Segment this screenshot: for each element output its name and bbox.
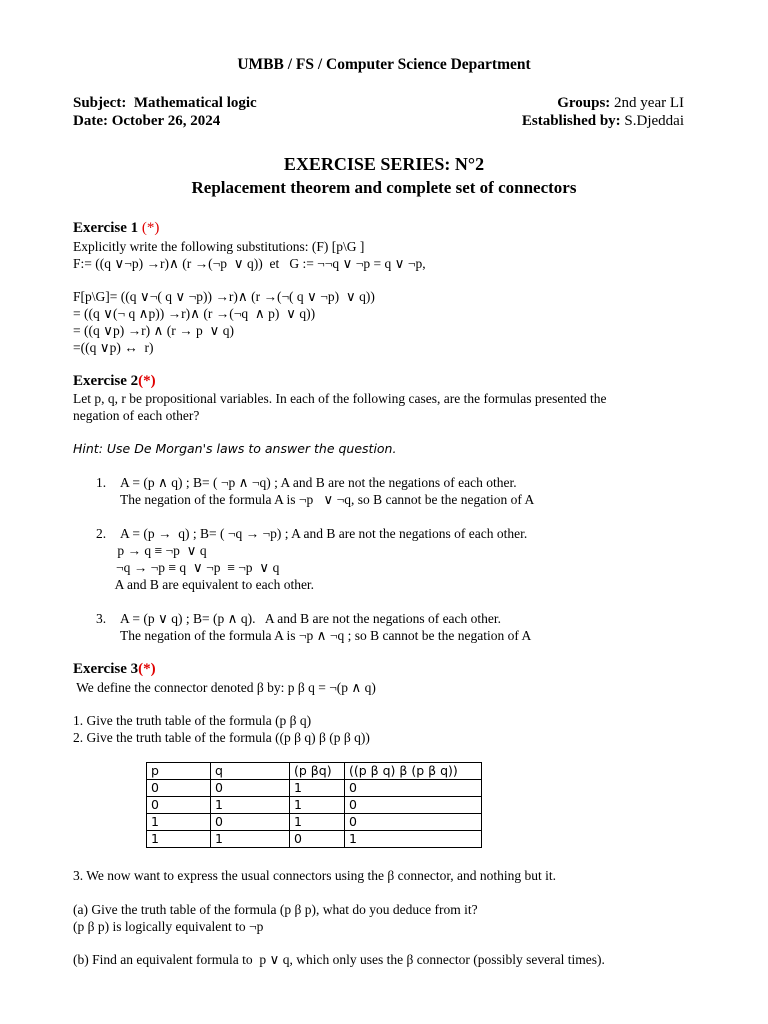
header-cell-q: q bbox=[211, 763, 290, 780]
exercise-2-intro-line-2: negation of each other? bbox=[73, 408, 200, 423]
exercise-3-intro: We define the connector denoted β by: p β q = ¬(p ∧ q) bbox=[73, 680, 376, 695]
item-2-line-4: A and B are equivalent to each other. bbox=[112, 577, 315, 592]
table-cell: 1 bbox=[211, 797, 290, 814]
subject-line bbox=[73, 95, 257, 112]
exercise-1-intro: Explicitly write the following substitutions: (F) [p\G ] bbox=[73, 239, 365, 254]
series-title: EXERCISE SERIES: N°2 bbox=[283, 154, 485, 174]
item-3-line-2: The negation of the formula A is ¬p ∧ ¬q ; so B cannot be the negation of A bbox=[120, 628, 532, 643]
exercise-2-hint: Hint: Use De Morgan's laws to answer the question. bbox=[73, 441, 397, 456]
established-label: Established by: bbox=[521, 113, 621, 129]
table-cell: 1 bbox=[290, 780, 345, 797]
series-subtitle: Replacement theorem and complete set of connectors bbox=[191, 178, 577, 197]
exercise-3-question-3: 3. We now want to express the usual connectors using the β connector, and nothing but it. bbox=[73, 868, 557, 883]
table-cell: 0 bbox=[211, 780, 290, 797]
exercise-2-star: (*) bbox=[138, 373, 156, 389]
exercise-2-intro-line-1: Let p, q, r be propositional variables. In each of the following cases, are the formulas presented the bbox=[73, 391, 607, 406]
groups-value: 2nd year LI bbox=[614, 95, 684, 111]
exercise-1-heading bbox=[73, 220, 159, 237]
table-row bbox=[147, 797, 482, 814]
item-2-line-3: ¬q → ¬p ≡ q ∨ ¬p ≡ ¬p ∨ q bbox=[116, 560, 280, 575]
table-cell: 1 bbox=[211, 831, 290, 848]
table-cell: 1 bbox=[345, 831, 482, 848]
table-cell: 1 bbox=[290, 797, 345, 814]
table-cell: 1 bbox=[147, 831, 211, 848]
table-cell: 0 bbox=[290, 831, 345, 848]
item-3-line-1: A = (p ∨ q) ; B= (p ∧ q). A and B are not the negations of each other. bbox=[120, 611, 502, 626]
exercise-1-definition: F:= ((q ∨¬p) →r)∧ (r →(¬p ∨ q)) et G := ¬¬q ∨ ¬p = q ∨ ¬p, bbox=[73, 256, 426, 271]
date-line: Date: October 26, 2024 bbox=[73, 113, 221, 129]
table-row bbox=[147, 780, 482, 797]
truth-table-header-row bbox=[147, 763, 482, 780]
header-cell-p: p bbox=[147, 763, 211, 780]
groups-label: Groups: bbox=[557, 95, 611, 111]
item-1-line-1: A = (p ∧ q) ; B= ( ¬p ∧ ¬q) ; A and B are not the negations of each other. bbox=[120, 475, 517, 490]
exercise-2-heading bbox=[73, 373, 156, 390]
subject-value: Mathematical logic bbox=[133, 95, 257, 111]
item-2-line-2: p → q ≡ ¬p ∨ q bbox=[114, 543, 207, 558]
exercise-1-title: Exercise 1 bbox=[73, 220, 139, 236]
exercise-3-answer-a: (p β p) is logically equivalent to ¬p bbox=[73, 919, 264, 934]
exercise-3-question-b: (b) Find an equivalent formula to p ∨ q, which only uses the β connector (possibly several times). bbox=[73, 952, 605, 967]
header-cell-compound: ((p β q) β (p β q)) bbox=[345, 763, 482, 780]
item-2-number: 2. bbox=[96, 526, 107, 541]
exercise-1-step-2: = ((q ∨(¬ q ∧p)) →r)∧ (r →(¬q ∧ p) ∨ q)) bbox=[73, 306, 316, 321]
table-cell: 0 bbox=[345, 780, 482, 797]
table-row bbox=[147, 831, 482, 848]
item-1-number: 1. bbox=[96, 475, 107, 490]
table-cell: 1 bbox=[147, 814, 211, 831]
item-3-number: 3. bbox=[96, 611, 107, 626]
exercise-1-step-1: F[p\G]= ((q ∨¬( q ∨ ¬p)) →r)∧ (r →(¬( q ∨ ¬p) ∨ q)) bbox=[73, 289, 375, 304]
exercise-2-title: Exercise 2 bbox=[73, 373, 139, 389]
table-row bbox=[147, 814, 482, 831]
exercise-3-question-1: 1. Give the truth table of the formula (p β q) bbox=[73, 713, 312, 728]
header-cell-p-beta-q: (p βq) bbox=[290, 763, 345, 780]
exercise-3-question-a: (a) Give the truth table of the formula (p β p), what do you deduce from it? bbox=[73, 902, 478, 917]
exercise-1-step-4: =((q ∨p) ↔ r) bbox=[73, 340, 154, 355]
table-cell: 0 bbox=[345, 797, 482, 814]
exercise-3-title: Exercise 3 bbox=[73, 661, 139, 677]
item-1-line-2: The negation of the formula A is ¬p ∨ ¬q, so B cannot be the negation of A bbox=[120, 492, 535, 507]
exercise-3-star: (*) bbox=[138, 661, 156, 677]
established-line bbox=[440, 113, 684, 130]
item-2-line-1: A = (p → q) ; B= ( ¬q → ¬p) ; A and B are not the negations of each other. bbox=[120, 526, 528, 541]
table-cell: 0 bbox=[147, 780, 211, 797]
groups-line bbox=[460, 95, 684, 112]
established-value: S.Djeddai bbox=[624, 113, 684, 129]
exercise-1-step-3: = ((q ∨p) →r) ∧ (r → p ∨ q) bbox=[73, 323, 234, 338]
exercise-3-heading bbox=[73, 661, 156, 678]
subject-label: Subject: bbox=[73, 95, 127, 111]
department-title: UMBB / FS / Computer Science Department bbox=[237, 56, 531, 73]
table-cell: 0 bbox=[345, 814, 482, 831]
table-cell: 0 bbox=[211, 814, 290, 831]
table-cell: 0 bbox=[147, 797, 211, 814]
table-cell: 1 bbox=[290, 814, 345, 831]
truth-table bbox=[146, 762, 482, 848]
exercise-3-question-2: 2. Give the truth table of the formula ((p β q) β (p β q)) bbox=[73, 730, 370, 745]
exercise-1-star: (*) bbox=[141, 220, 160, 236]
